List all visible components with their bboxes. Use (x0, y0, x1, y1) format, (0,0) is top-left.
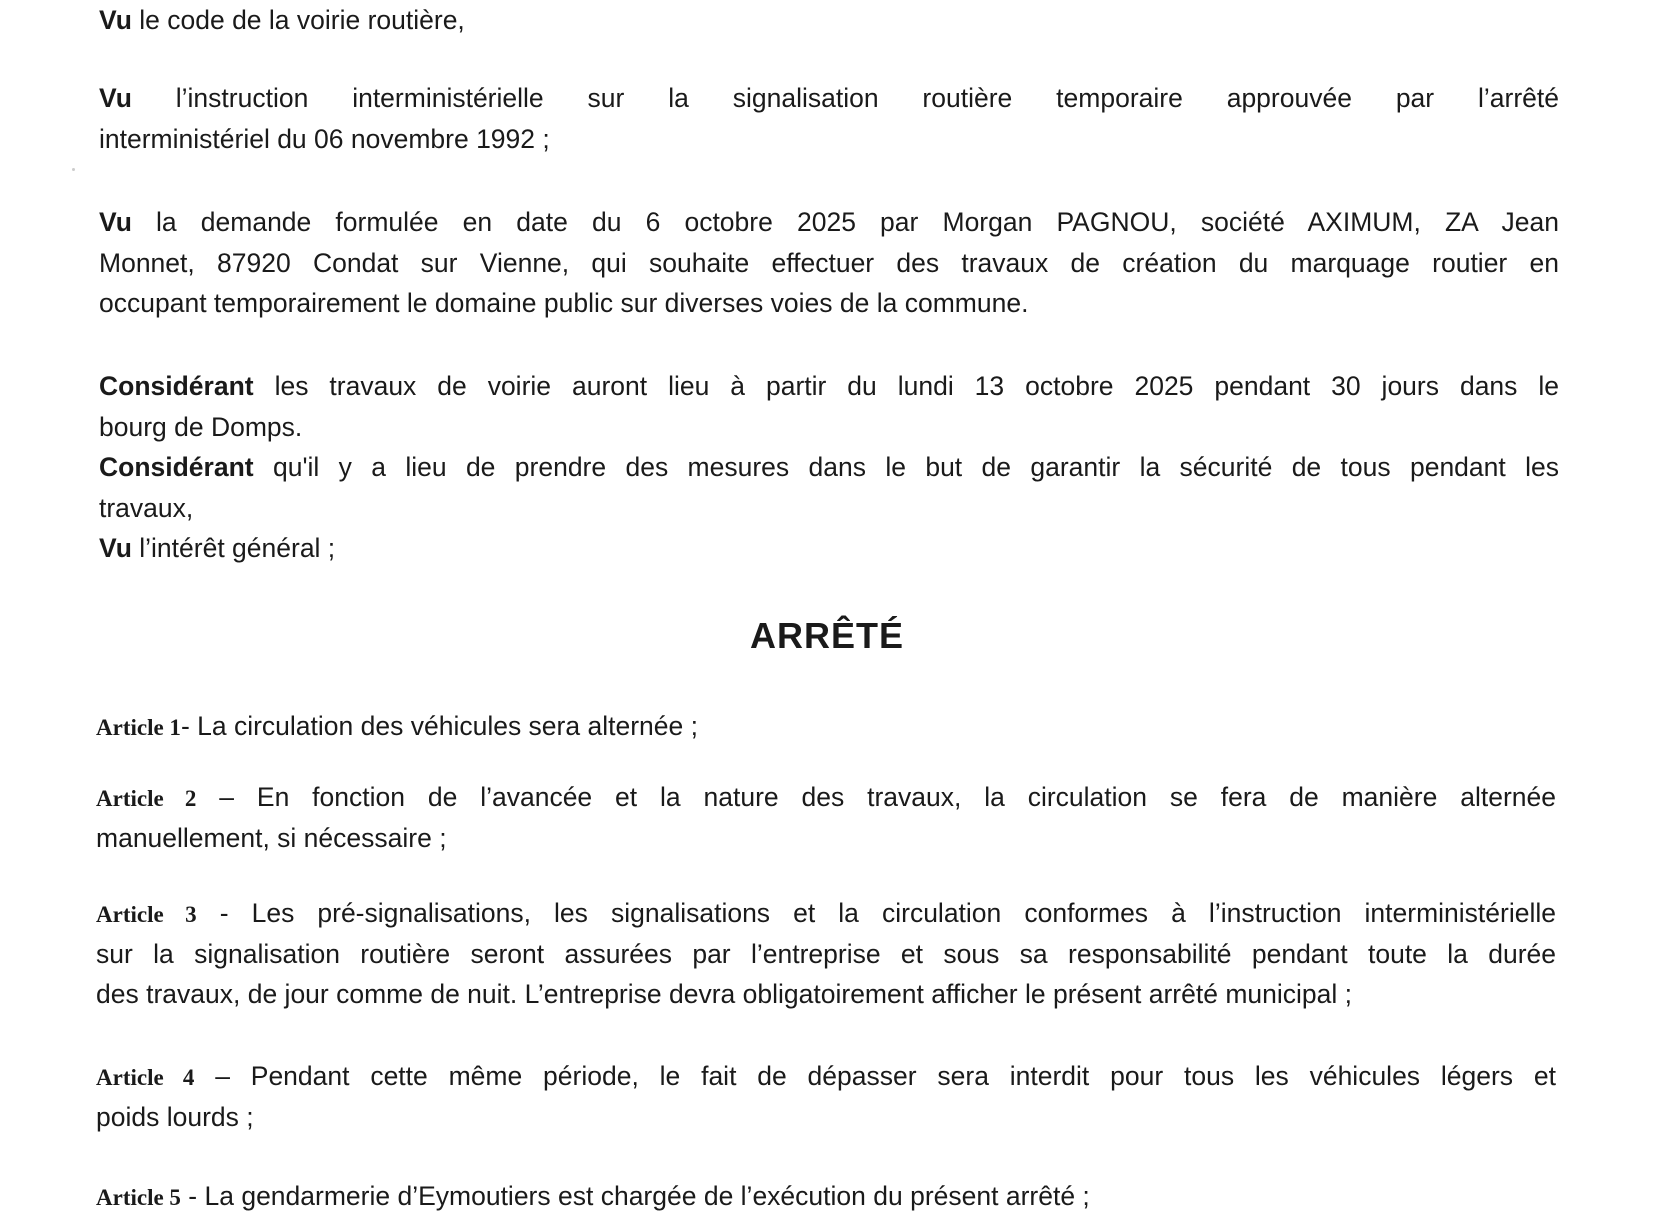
line-text: interministériel du 06 novembre 1992 ; (99, 123, 550, 154)
line-text: travaux, (99, 492, 194, 523)
line-text: l’instruction interministérielle sur la signalisation routière temporaire approuvée par l’arrêté (131, 83, 1559, 113)
text-line (99, 447, 1559, 488)
text-line (96, 1097, 1556, 1138)
line-text: l’intérêt général ; (131, 533, 336, 563)
article-label: Article 4 (96, 1065, 195, 1090)
line-text: Monnet, 87920 Condat sur Vienne, qui souhaite effectuer des travaux de création du marquage routier en (99, 247, 1559, 278)
text-line (96, 934, 1556, 975)
decree-title: ARRÊTÉ (749, 615, 904, 656)
article (96, 777, 1556, 858)
text-line (96, 818, 1556, 859)
line-text: qu'il y a lieu de prendre des mesures dans le but de garantir la sécurité de tous pendant les (253, 452, 1559, 482)
article (96, 893, 1556, 1015)
article (96, 1176, 1556, 1217)
line-text: occupant temporairement le domaine public sur diverses voies de la commune. (99, 288, 1029, 318)
line-text: les travaux de voirie auront lieu à partir du lundi 13 octobre 2025 pendant 30 jours dans le (253, 371, 1559, 401)
article (96, 1056, 1556, 1137)
line-text: - La circulation des véhicules sera alternée ; (180, 711, 698, 741)
text-line (96, 974, 1556, 1015)
line-text: – En fonction de l’avancée et la nature des travaux, la circulation se fera de manière alternée (196, 782, 1556, 812)
text-line (99, 0, 1559, 41)
text-line (99, 528, 1559, 569)
line-text: - Les pré-signalisations, les signalisations et la circulation conformes à l’instruction interministérielle (196, 898, 1556, 928)
article-label: Article 1 (96, 715, 181, 740)
line-text: la demande formulée en date du 6 octobre 2025 par Morgan PAGNOU, société AXIMUM, ZA Jean (131, 207, 1559, 237)
line-text: – Pendant cette même période, le fait de dépasser sera interdit pour tous les véhicules légers et (194, 1061, 1556, 1091)
text-line (96, 893, 1556, 934)
line-text: le code de la voirie routière, (131, 5, 465, 35)
preamble-paragraph (99, 447, 1559, 528)
preamble-paragraph-label: Considérant (99, 371, 254, 401)
line-text: des travaux, de jour comme de nuit. L’entreprise devra obligatoirement afficher le présent arrêté municipal ; (96, 979, 1352, 1009)
line-text: - La gendarmerie d’Eymoutiers est chargée de l’exécution du présent arrêté ; (180, 1181, 1090, 1211)
preamble-paragraph-label: Vu (99, 83, 132, 113)
text-line (96, 1056, 1556, 1097)
preamble-paragraph-label: Vu (99, 533, 132, 563)
preamble-paragraph (99, 0, 1559, 41)
text-line (99, 78, 1559, 119)
article-label: Article 3 (96, 902, 197, 927)
preamble-paragraph (99, 202, 1559, 324)
article (96, 706, 1556, 747)
text-line (99, 488, 1559, 529)
text-line (99, 202, 1559, 243)
line-text: manuellement, si nécessaire ; (96, 822, 447, 853)
text-line (99, 283, 1559, 324)
article-label: Article 2 (96, 786, 197, 811)
text-line (96, 706, 1556, 747)
scan-speck (72, 168, 75, 171)
preamble-paragraph (99, 78, 1559, 159)
text-line (99, 366, 1559, 407)
text-line (99, 407, 1559, 448)
line-text: poids lourds ; (96, 1101, 254, 1132)
text-line (99, 243, 1559, 284)
preamble-paragraph-label: Considérant (99, 452, 254, 482)
text-line (96, 1176, 1556, 1217)
article-label: Article 5 (96, 1185, 181, 1210)
preamble-paragraph (99, 528, 1559, 569)
text-line (99, 119, 1559, 160)
text-line (96, 777, 1556, 818)
preamble-paragraph-label: Vu (99, 5, 132, 35)
line-text: bourg de Domps. (99, 411, 303, 442)
preamble-paragraph-label: Vu (99, 207, 132, 237)
preamble-paragraph (99, 366, 1559, 447)
line-text: sur la signalisation routière seront assurées par l’entreprise et sous sa responsabilité pendant toute la durée (96, 938, 1556, 969)
